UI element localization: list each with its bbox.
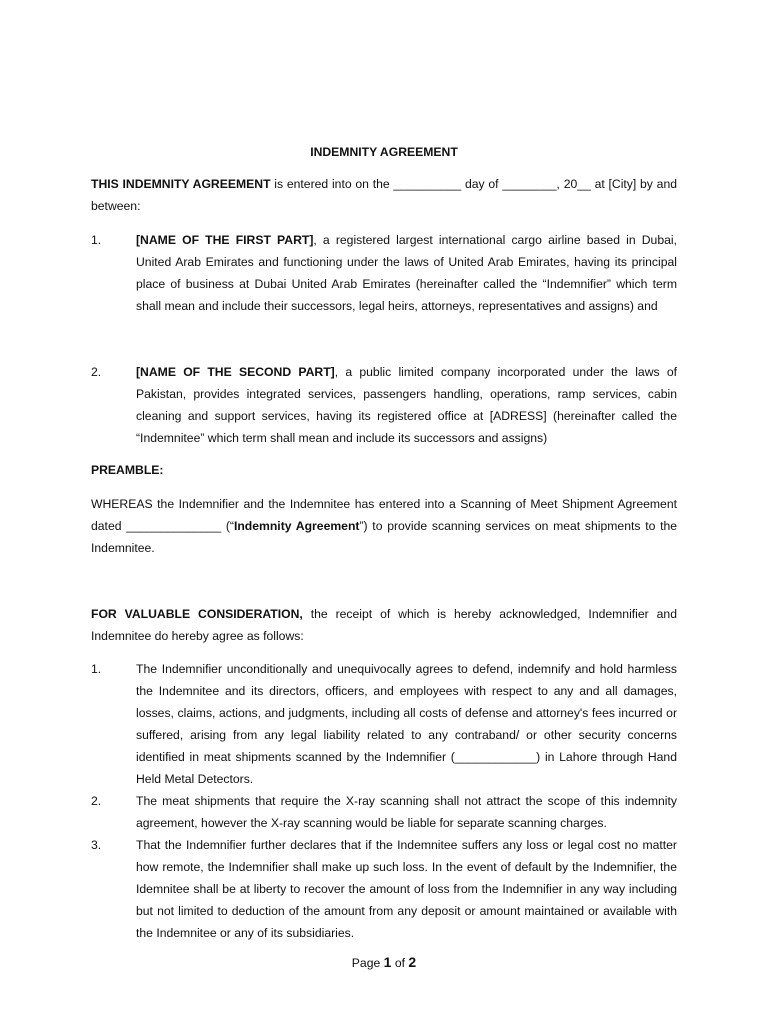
intro-paragraph	[91, 173, 677, 217]
page-footer	[0, 953, 768, 972]
clause-text: The Indemnifier unconditionally and unequivocally agrees to defend, indemnify and hold harmless the Indemnitee and its directors, officers, and employees with respect to any and all damages, losses, claims, actions, and judgments, including all costs of defense and attorney's fees incurred or suffered, arising from any legal liability related to any contraband/ or other security concerns identified in meat shipments scanned by the Indemnifier (____________) in Lahore through Hand Held Metal Detectors.	[136, 662, 677, 786]
party-body	[136, 229, 677, 317]
party-number: 1.	[91, 233, 102, 247]
preamble-heading-text: PREAMBLE:	[91, 463, 164, 477]
consideration-text: the receipt of which is hereby acknowledged, Indemnifier and Indemnitee do hereby agree as follows:	[91, 607, 677, 643]
preamble-paragraph	[91, 493, 677, 559]
intro-text: is entered into on the __________ day of ________, 20__ at [City] by and between:	[91, 177, 678, 213]
clause-number: 1.	[91, 662, 102, 676]
of-word: of	[391, 956, 409, 970]
total-page-number: 2	[408, 954, 417, 970]
party-text: , a registered largest international cargo airline based in Dubai, United Arab Emirates and functioning under the laws of United Arab Emirates, having its principal place of business at Dubai United Arab Emirates (hereinafter called the “Indemnifier” which term shall mean and include their successors, legal heirs, attorneys, representatives and assigns) and	[136, 233, 677, 313]
page-word: Page	[351, 956, 384, 970]
party-name: [NAME OF THE FIRST PART]	[136, 233, 314, 247]
consideration-bold: FOR VALUABLE CONSIDERATION,	[91, 607, 303, 621]
party-name: [NAME OF THE SECOND PART]	[136, 365, 335, 379]
party-text: , a public limited company incorporated under the laws of Pakistan, provides integrated services, passengers handling, operations, ramp services, cabin cleaning and support services, having its registered office at [ADRESS] (hereinafter called the “Indemnitee” which term shall mean and include its successors and assigns)	[136, 365, 677, 445]
clause-text: That the Indemnifier further declares that if the Indemnitee suffers any loss or legal cost no matter how remote, the Indemnifier shall make up such loss. In the event of default by the Indemnifier, the Idemnitee shall be at liberty to recover the amount of loss from the Indemnifier in any way including but not limited to deduction of the amount from any deposit or amount maintained or available with the Indemnitee or any of its subsidiaries.	[136, 838, 677, 940]
document-title: INDEMNITY AGREEMENT	[310, 145, 458, 159]
clause-number: 2.	[91, 794, 102, 808]
preamble-text-after: ”) to provide scanning services on meat shipments to the Indemnitee.	[91, 519, 678, 555]
clause-number: 3.	[91, 838, 102, 852]
preamble-bold: Indemnity Agreement	[233, 519, 360, 533]
preamble-heading	[91, 459, 677, 481]
current-page-number: 1	[383, 954, 392, 970]
clause-text: The meat shipments that require the X-ray scanning shall not attract the scope of this indemnity agreement, however the X-ray scanning would be liable for separate scanning charges.	[136, 794, 677, 830]
party-number: 2.	[91, 365, 102, 379]
intro-bold: THIS INDEMNITY AGREEMENT	[91, 177, 271, 191]
consideration-paragraph	[91, 603, 677, 647]
preamble-text-before: WHEREAS the Indemnifier and the Indemnitee has entered into a Scanning of Meet Shipment Agreement dated ______________ (“	[91, 497, 677, 533]
party-body	[136, 361, 677, 449]
